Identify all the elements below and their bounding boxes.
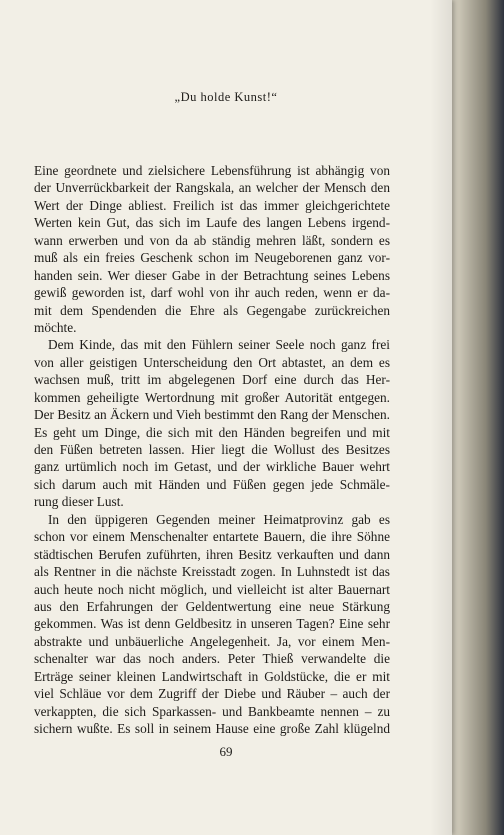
text-line: rung dieser Lust. [34,494,124,510]
text-line: muß als ein freies Geschenk schon im Neugeborenen ganz vor- [34,250,390,266]
text-line: Der Besitz an Äckern und Vieh bestimmt den Rang der Menschen. [34,407,390,423]
text-line: Werten kein Gut, das sich im Laufe des langen Lebens irgend- [34,215,390,231]
text-line: der Unverrückbarkeit der Rangskala, an welcher der Mensch den [34,180,390,196]
chapter-title: „Du holde Kunst!“ [174,90,278,104]
text-line: auch heute noch nicht möglich, und vielleicht ist alter Bauernart [34,581,390,597]
text-line: Es geht um Dinge, die sich mit den Händen begreifen und mit [34,424,390,440]
text-line: Eine geordnete und zielsichere Lebensführung ist abhängig von [34,163,390,178]
text-line: kommen geheiligte Wertordnung mit großer Autorität entgegen. [34,389,390,405]
text-line: als Rentner in die nächste Kreisstadt zogen. In Luhnstedt ist das [34,564,390,580]
text-line: Wert der Dinge abliest. Freilich ist das immer gleichgerichtete [34,197,390,213]
text-line: aus den Erfahrungen der Geldentwertung eine neue Stärkung [34,598,390,614]
text-line: mit dem Spendenden die Ehre als Gegengabe zurückreichen [34,302,390,318]
text-line: möchte. [34,319,77,335]
text-line: gekommen. Was ist denn Geldbesitz in unseren Tagen? Eine sehr [34,616,390,632]
text-line: gewiß geworden ist, darf wohl von ihr auch reden, wenn er da- [34,285,390,301]
text-line: Dem Kinde, das mit den Fühlern seiner Seele noch ganz frei [48,337,390,353]
text-line: In den üppigeren Gegenden meiner Heimatprovinz gab es [48,511,390,527]
text-line: wann erwerben und von da ab ständig mehren läßt, sondern es [34,232,390,248]
text-line: schenalter war das noch anders. Peter Thieß verwandelte die [34,651,390,667]
text-line: sichern wußte. Es soll in seinem Hause eine große Zahl klügelnd [34,721,390,736]
text-line: ganz urtümlich noch im Getast, und der wirkliche Bauer wehrt [34,459,390,475]
text-line: den Füßen betreten lassen. Hier liegt die Wollust des Besitzes [34,442,390,457]
text-line: von aller geistigen Unterscheidung den Ort abtastet, an dem es [34,354,390,370]
body-text [34,162,390,737]
text-line: verkappten, die sich Sparkassen- und Bankbeamte nennen – zu [34,703,390,719]
text-line: handen sein. Wer dieser Gabe in der Betrachtung seines Lebens [34,267,390,283]
text-line: sich darum auch mit Händen und Füßen gegen jede Schmäle- [34,476,390,492]
text-line: abstrakte und unbäuerliche Angelegenheit. Ja, vor einem Men- [34,633,390,649]
text-line: wachsen muß, tritt im abgelegenen Dorf eine durch das Her- [34,372,390,388]
text-line: Erträge seiner kleinen Landwirtschaft in Goldstücke, die er mit [34,668,390,684]
page-number: 69 [219,744,233,759]
text-line: städtischen Berufen zuführten, ihren Besitz verkauften und dann [34,546,390,562]
text-line: schon vor einem Menschenalter entartete Bauern, die ihre Söhne [34,529,390,545]
text-line: viel Schläue vor dem Zugriff der Diebe und Räuber – auch der [34,686,390,702]
